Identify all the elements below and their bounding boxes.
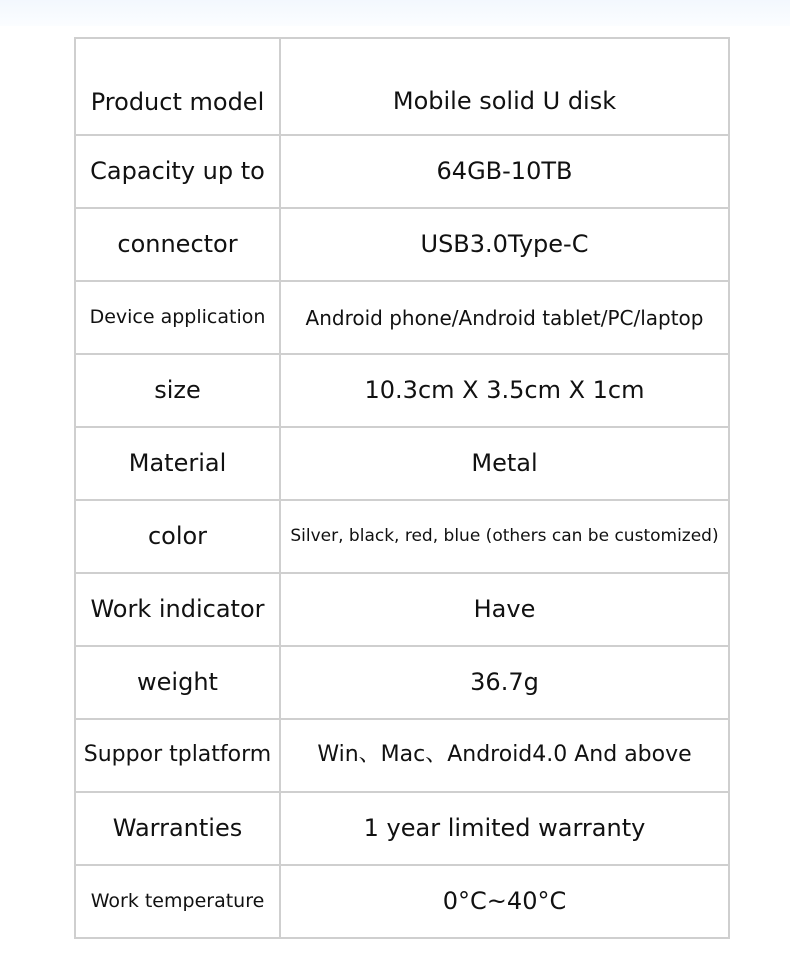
spec-value: Win、Mac、Android4.0 And above bbox=[280, 719, 729, 792]
spec-label: Capacity up to bbox=[75, 135, 280, 208]
top-band bbox=[0, 0, 790, 26]
spec-value: USB3.0Type-C bbox=[280, 208, 729, 281]
label-cell bbox=[75, 38, 280, 135]
value-cell bbox=[280, 38, 729, 135]
spec-label: color bbox=[75, 500, 280, 573]
spec-label: Work indicator bbox=[75, 573, 280, 646]
spec-label: weight bbox=[75, 646, 280, 719]
spec-label: Product model bbox=[90, 88, 265, 117]
spec-value: Silver, black, red, blue (others can be customized) bbox=[280, 500, 729, 573]
spec-label: Warranties bbox=[75, 792, 280, 865]
table-row-support-platform bbox=[75, 719, 729, 792]
table-row-color bbox=[75, 500, 729, 573]
spec-label: Material bbox=[75, 427, 280, 500]
spec-label: Suppor tplatform bbox=[75, 719, 280, 792]
table-row-connector bbox=[75, 208, 729, 281]
spec-value: 36.7g bbox=[280, 646, 729, 719]
table-row-weight bbox=[75, 646, 729, 719]
spec-label: Work temperature bbox=[75, 865, 280, 938]
spec-value: Have bbox=[280, 573, 729, 646]
spec-value: Android phone/Android tablet/PC/laptop bbox=[280, 281, 729, 354]
spec-value: 64GB-10TB bbox=[280, 135, 729, 208]
spec-value: Mobile solid U disk bbox=[392, 87, 617, 116]
spec-label: connector bbox=[75, 208, 280, 281]
spec-label: size bbox=[75, 354, 280, 427]
spec-table bbox=[74, 37, 730, 939]
spec-value: 1 year limited warranty bbox=[280, 792, 729, 865]
table-row-work-indicator bbox=[75, 573, 729, 646]
table-row-warranties bbox=[75, 792, 729, 865]
spec-value: Metal bbox=[280, 427, 729, 500]
table-row-device-application bbox=[75, 281, 729, 354]
spec-value: 0°C~40°C bbox=[280, 865, 729, 938]
table-row-capacity bbox=[75, 135, 729, 208]
spec-label: Device application bbox=[75, 281, 280, 354]
table-row-size bbox=[75, 354, 729, 427]
spec-value: 10.3cm X 3.5cm X 1cm bbox=[280, 354, 729, 427]
table-row-work-temperature bbox=[75, 865, 729, 938]
table-row-product-model bbox=[75, 38, 729, 135]
table-row-material bbox=[75, 427, 729, 500]
